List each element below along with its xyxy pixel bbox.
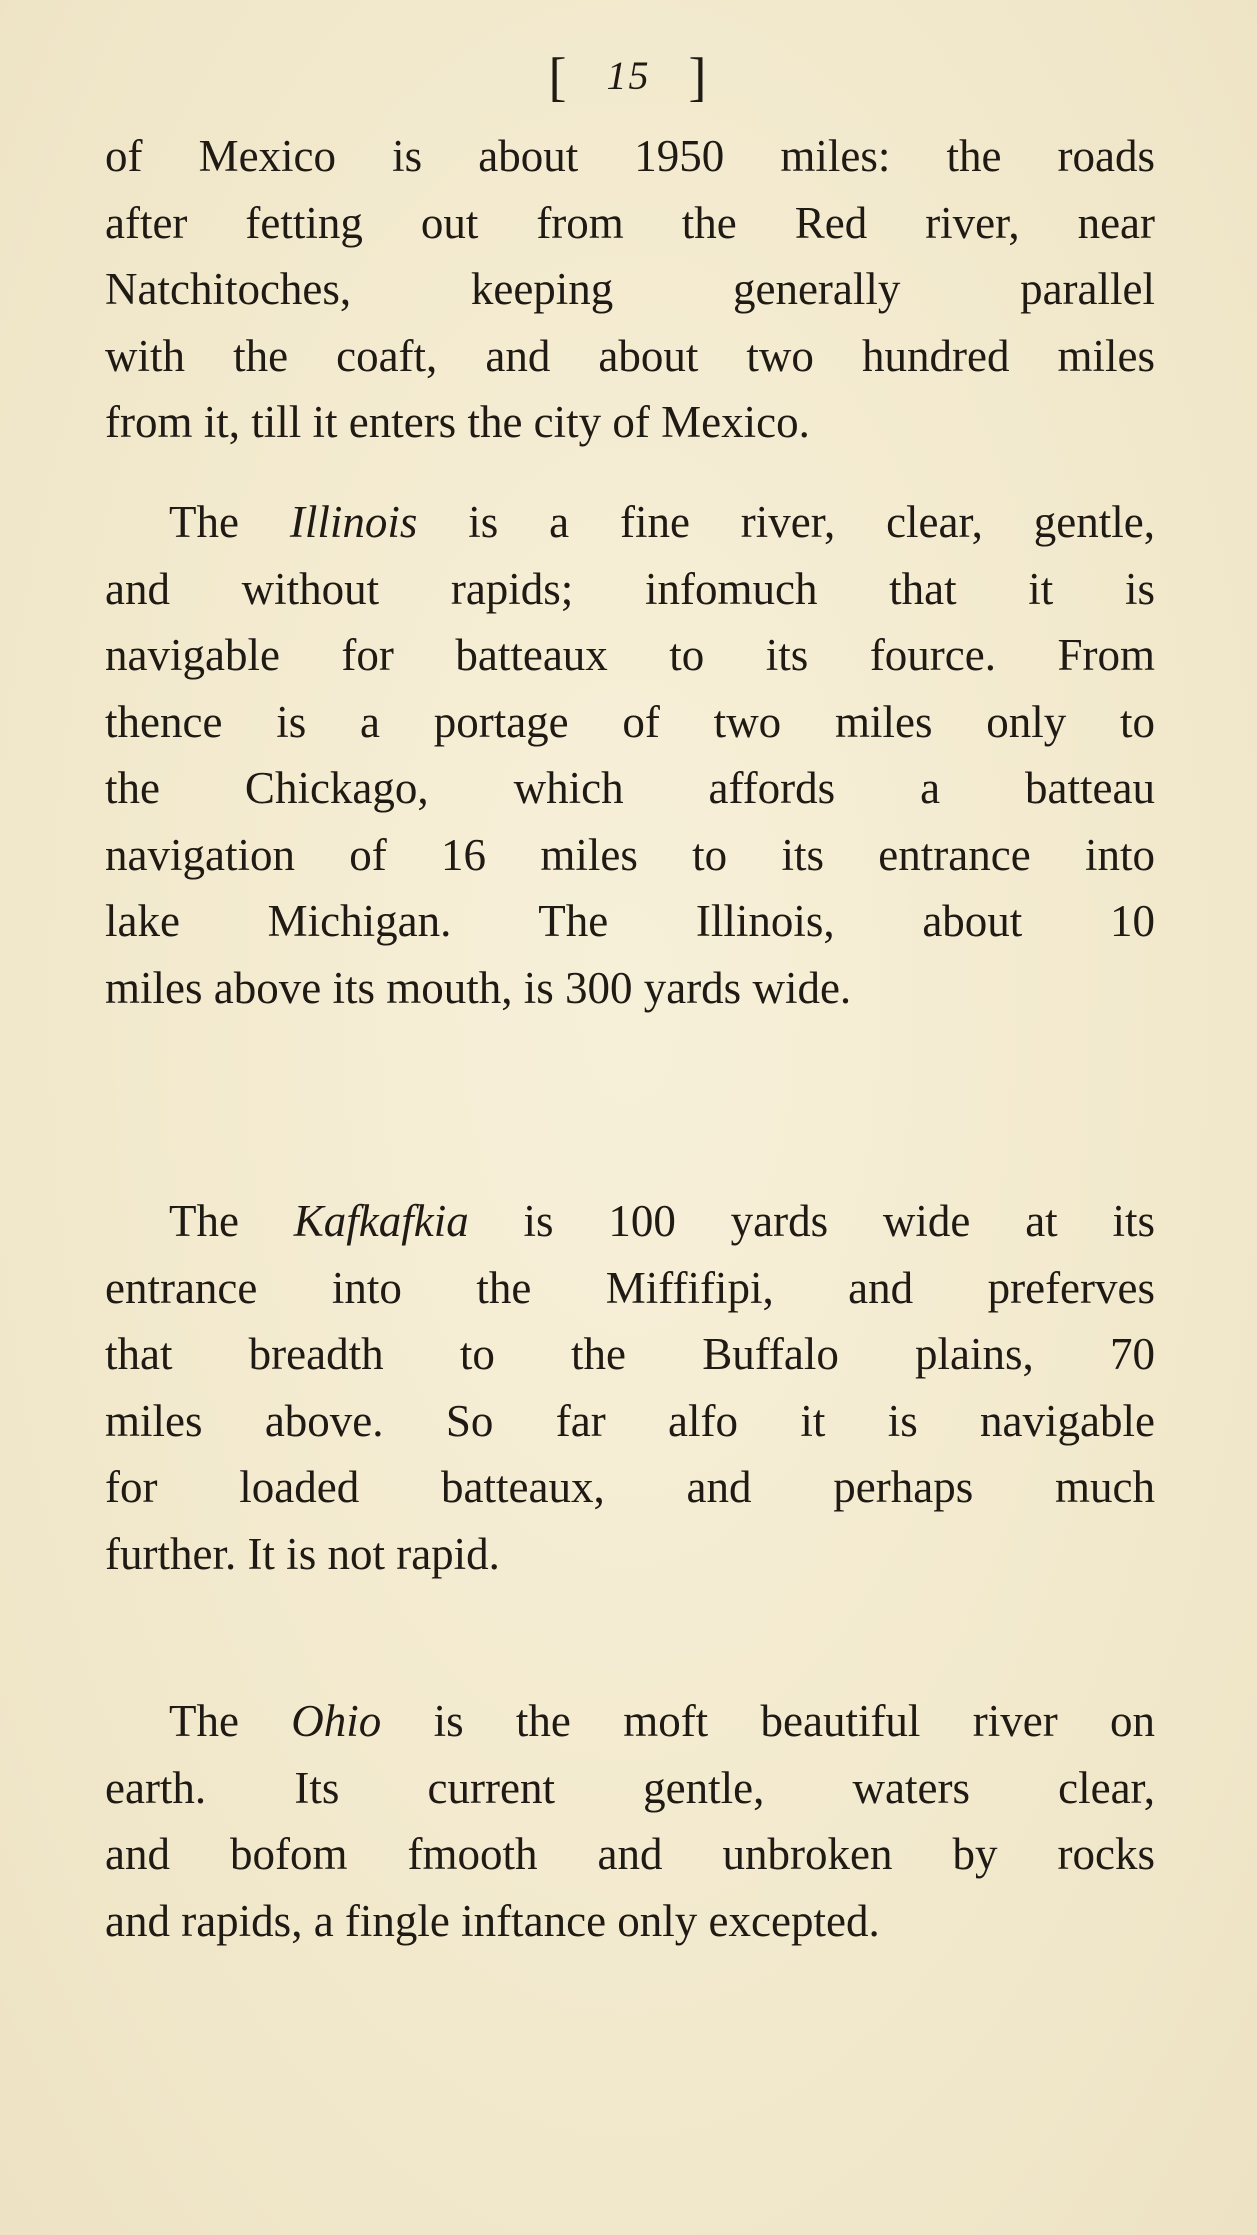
close-bracket: ] — [688, 47, 709, 107]
text-line: navigation of 16 miles to its entrance into — [105, 829, 1155, 880]
text-line: and without rapids; infomuch that it is — [105, 563, 1155, 614]
page-header — [0, 46, 1257, 108]
paragraph-1 — [105, 123, 1155, 456]
lead-word: The — [169, 497, 290, 547]
page-number: 15 — [606, 53, 651, 98]
first-line-rest: is a fine river, clear, gentle, — [417, 497, 1155, 547]
first-line-rest: is the moft beautiful river on — [381, 1696, 1155, 1746]
text-line: and rapids, a fingle inftance only excepted. — [105, 1895, 880, 1946]
text-line: earth. Its current gentle, waters clear, — [105, 1762, 1155, 1813]
paragraph-illinois — [105, 489, 1155, 1021]
text-line: miles above its mouth, is 300 yards wide. — [105, 962, 852, 1013]
text-line: entrance into the Miffifipi, and preferves — [105, 1262, 1155, 1313]
river-name: Illinois — [289, 497, 418, 547]
text-line: further. It is not rapid. — [105, 1528, 500, 1579]
text-line: navigable for batteaux to its fource. From — [105, 630, 1155, 680]
river-name: Ohio — [291, 1696, 382, 1746]
text-line: thence is a portage of two miles only to — [105, 696, 1155, 747]
text-line: lake Michigan. The Illinois, about 10 — [105, 896, 1155, 946]
text-line: for loaded batteaux, and perhaps much — [105, 1462, 1155, 1512]
paragraph-kafkafkia — [105, 1188, 1155, 1587]
text-line: Natchitoches, keeping generally parallel — [105, 264, 1155, 314]
text-line: after fetting out from the Red river, near — [105, 197, 1155, 248]
text-line: and bofom fmooth and unbroken by rocks — [105, 1829, 1155, 1879]
text-line-first — [105, 1188, 1155, 1255]
text-line: that breadth to the Buffalo plains, 70 — [105, 1329, 1155, 1379]
text-line: miles above. So far alfo it is navigable — [105, 1395, 1155, 1446]
text-line: the Chickago, which affords a batteau — [105, 763, 1155, 813]
text-line-first — [105, 1688, 1155, 1755]
open-bracket: [ — [548, 47, 569, 107]
text-line-first — [105, 489, 1155, 556]
text-line: with the coaft, and about two hundred miles — [105, 330, 1155, 381]
lead-word: The — [169, 1696, 292, 1746]
lead-word: The — [169, 1196, 294, 1246]
paragraph-ohio — [105, 1688, 1155, 1954]
text-line: of Mexico is about 1950 miles: the roads — [105, 131, 1155, 181]
river-name: Kafkafkia — [293, 1196, 469, 1246]
text-line: from it, till it enters the city of Mexico. — [105, 397, 810, 447]
first-line-rest: is 100 yards wide at its — [468, 1196, 1155, 1246]
